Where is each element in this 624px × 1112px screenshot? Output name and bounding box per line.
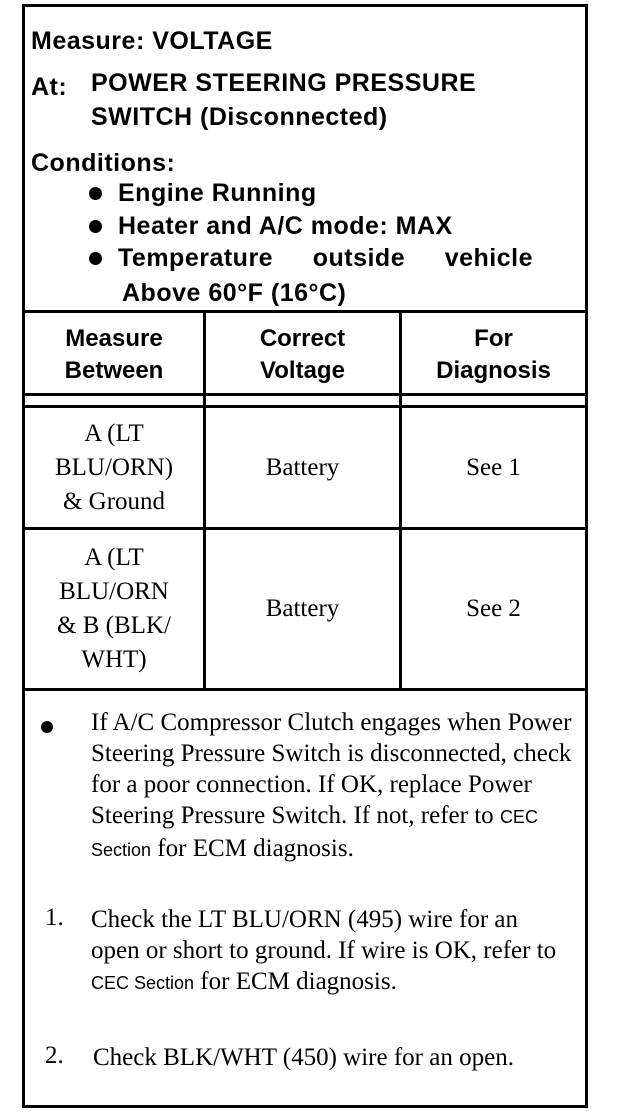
condition-word: vehicle [444, 244, 533, 272]
table-cell-voltage: Battery [265, 595, 340, 622]
header-line: Voltage [260, 357, 345, 384]
bullet-icon [89, 252, 102, 265]
cell-line: & Ground [62, 487, 166, 515]
note-number: 2. [45, 1042, 64, 1069]
condition-text-continued: Above 60°F (16°C) [122, 279, 347, 307]
cell-line: A (LT [84, 544, 144, 571]
header-rule [25, 393, 585, 396]
note-text: for ECM diagnosis. [200, 968, 397, 995]
cell-line: A (LT [84, 419, 144, 447]
condition-item [89, 244, 533, 273]
condition-item [89, 179, 317, 208]
condition-item [89, 212, 453, 241]
at-location-line2: SWITCH (Disconnected) [91, 103, 388, 131]
conditions-label: Conditions: [31, 149, 176, 177]
table-cell-voltage: Battery [265, 453, 340, 481]
cec-section-ref: CEC Section [91, 973, 195, 993]
cell-line: BLU/ORN) [54, 453, 174, 481]
header-line: Between [64, 357, 164, 384]
condition-word: Temperature [118, 244, 274, 272]
column-header-correct-voltage [206, 317, 399, 393]
at-location-line1: POWER STEERING PRESSURE [91, 69, 477, 97]
measure-title: Measure: VOLTAGE [31, 27, 273, 55]
bullet-icon [41, 721, 53, 733]
voltage-table [25, 310, 585, 688]
condition-text: Heater and A/C mode: MAX [118, 212, 453, 240]
cell-line: BLU/ORN [59, 578, 169, 605]
cell-line: WHT) [81, 646, 147, 673]
header-line: Diagnosis [436, 357, 551, 384]
condition-text: Engine Running [118, 179, 317, 207]
column-header-for-diagnosis [402, 317, 585, 393]
table-cell-measure-between [25, 408, 203, 527]
column-header-measure-between [25, 317, 203, 393]
condition-text [118, 244, 533, 273]
note-text: Check the LT BLU/ORN (495) wire for an open or short to ground. If wire is OK, refer to [91, 906, 557, 964]
note-number: 1. [45, 904, 64, 931]
note-text: If A/C Compressor Clutch engages when Power Steering Pressure Switch is disconnected, check for a poor connection. If OK, replace Power Steering Pressure Switch. If not, refer to [91, 709, 572, 829]
measurement-header [25, 7, 585, 309]
table-cell-diagnosis: See 2 [466, 595, 521, 622]
header-line: Correct [259, 325, 346, 352]
note-bullet [91, 707, 581, 866]
cec-section-ref: CEC Section [91, 807, 538, 860]
cell-line: & B (BLK/ [57, 612, 171, 639]
diagnosis-notes [25, 688, 585, 1105]
bullet-icon [89, 187, 102, 200]
table-cell-measure-between [25, 530, 203, 688]
bullet-icon [89, 220, 102, 233]
note-1 [91, 904, 561, 999]
condition-word: outside [312, 244, 406, 272]
diagnostic-chart [22, 4, 588, 1108]
header-line: For [474, 325, 513, 352]
table-cell-diagnosis: See 1 [466, 453, 521, 481]
note-text: for ECM diagnosis. [157, 835, 354, 862]
note-2: Check BLK/WHT (450) wire for an open. [93, 1044, 514, 1071]
header-line: Measure [65, 325, 163, 352]
at-label: At: [31, 73, 68, 101]
